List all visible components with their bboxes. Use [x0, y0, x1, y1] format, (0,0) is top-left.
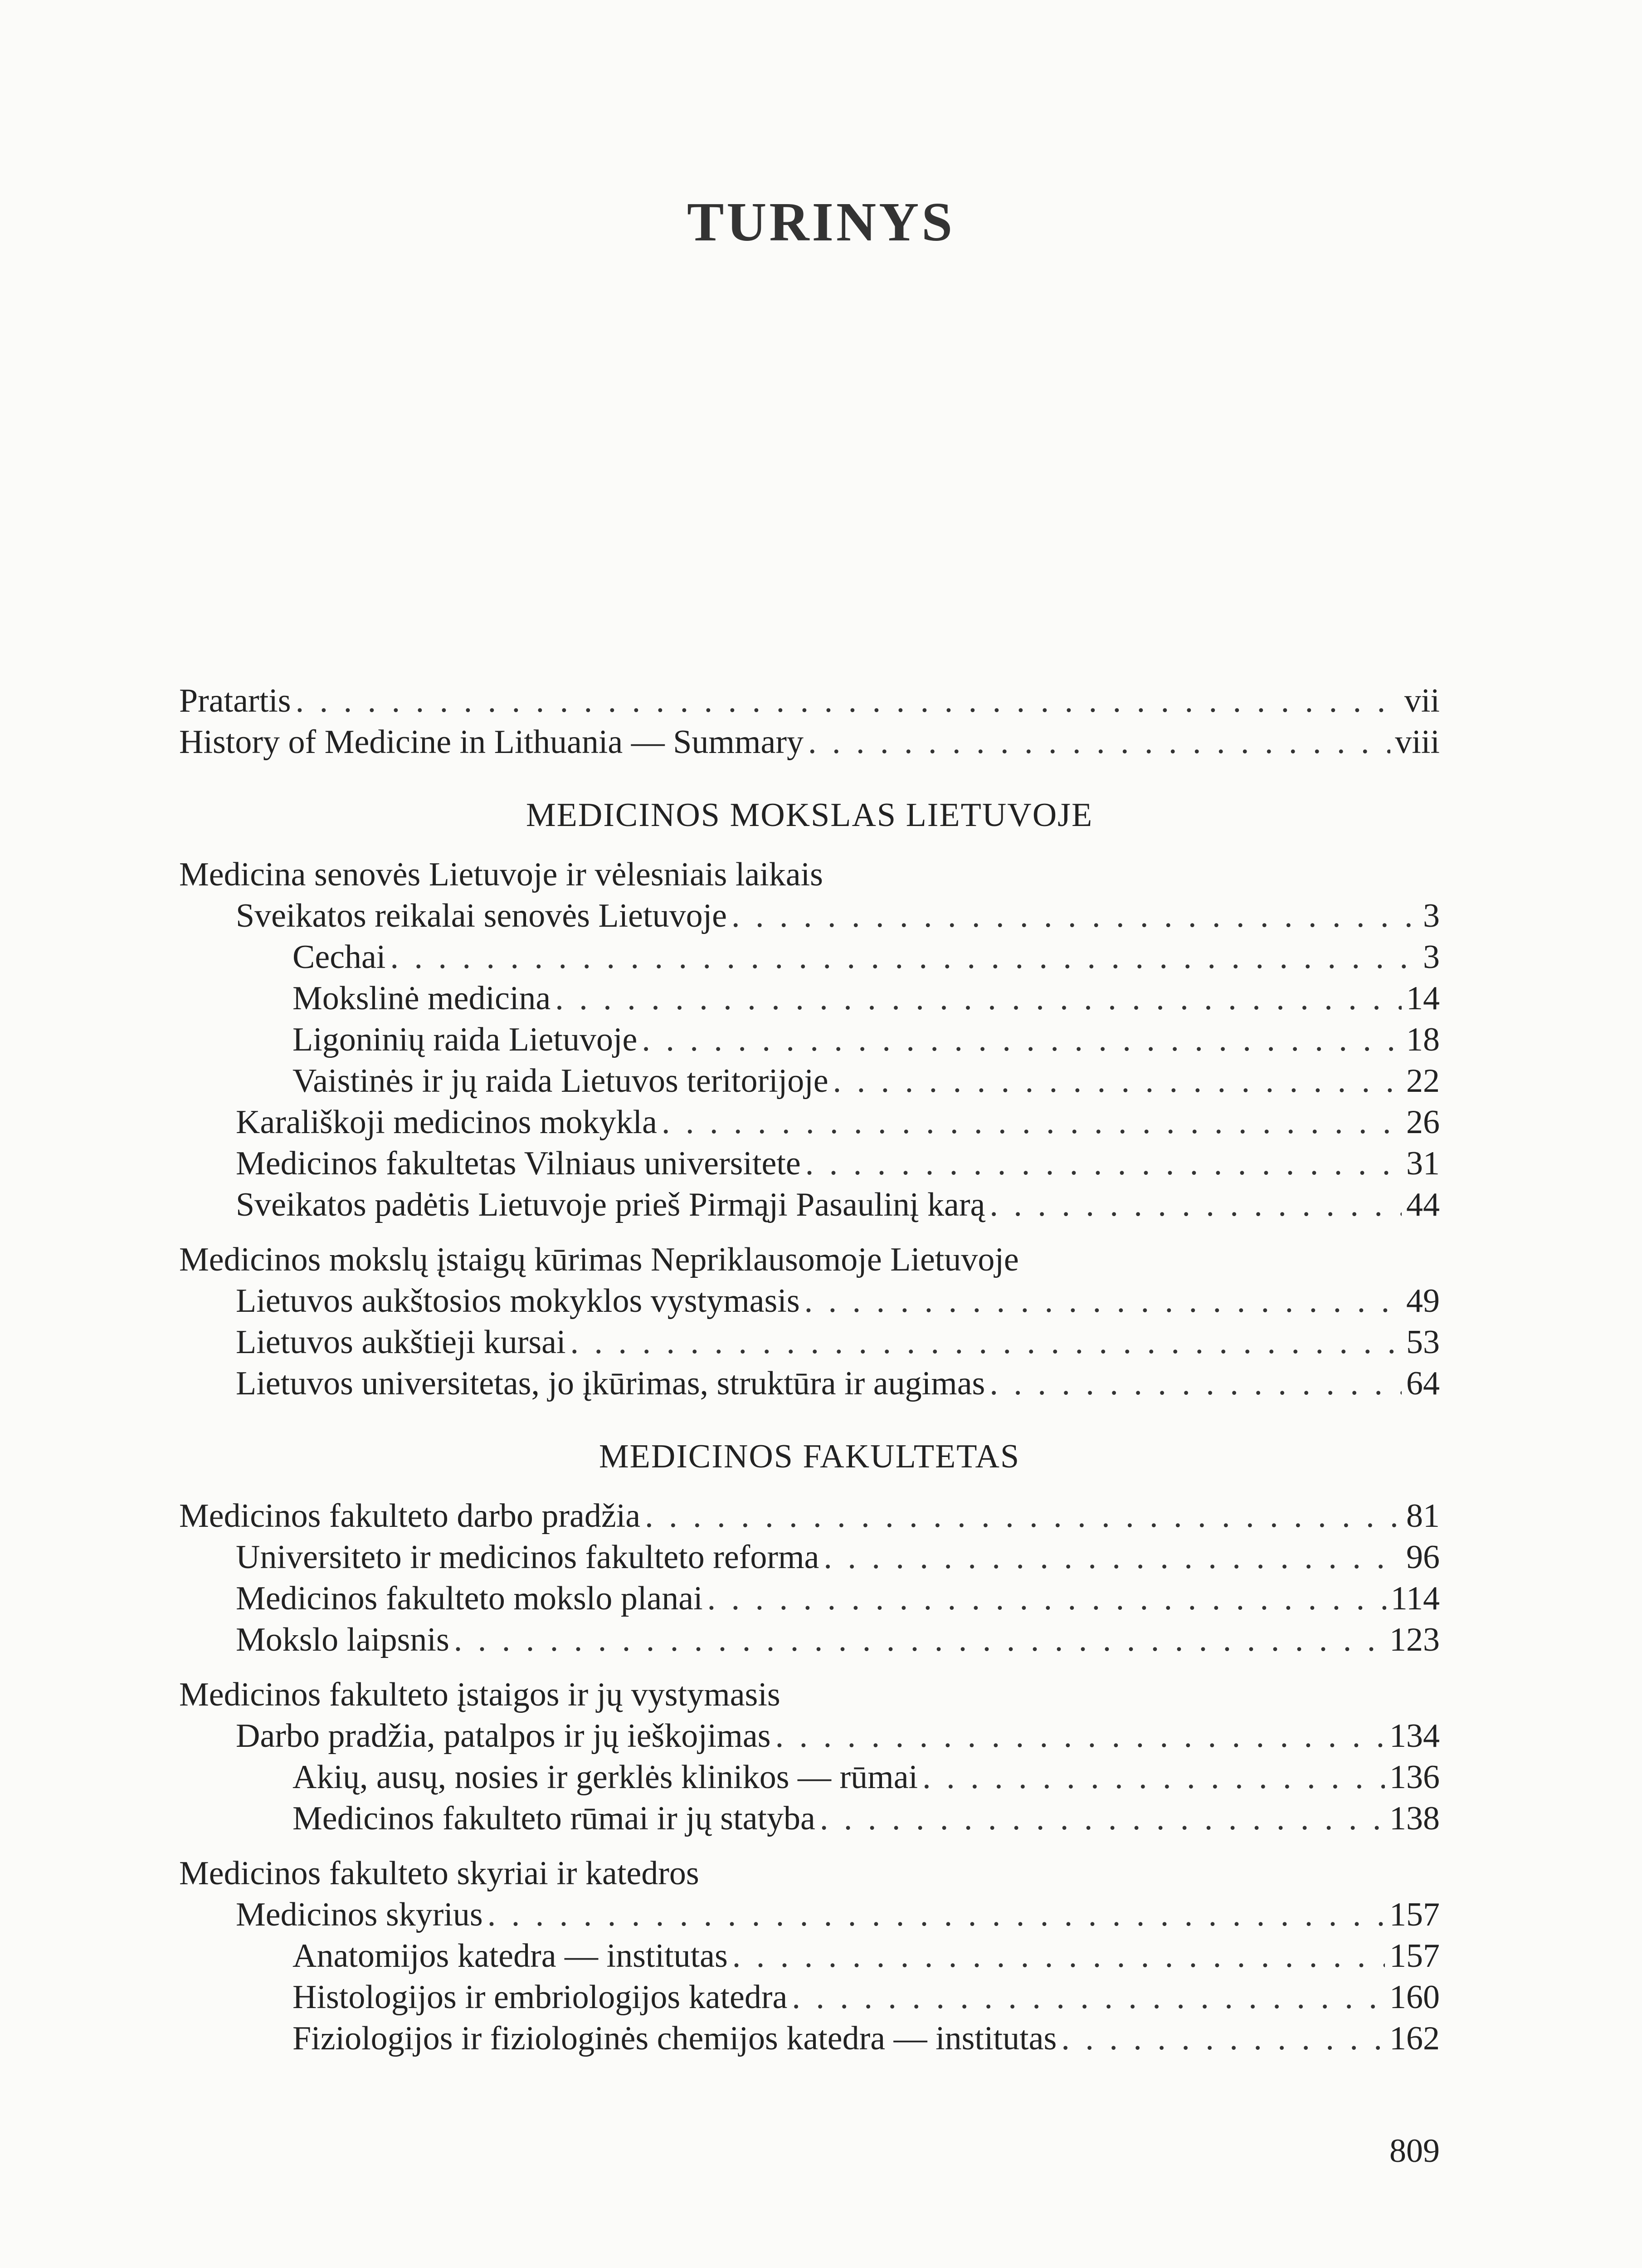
toc-entry-text: Mokslinė medicina	[292, 980, 551, 1017]
spacer	[179, 1226, 1440, 1233]
toc-entry-text: Ligoninių raida Lietuvoje	[292, 1021, 638, 1058]
toc-page-number: 14	[1406, 980, 1440, 1017]
dot-leader	[792, 1977, 1385, 2018]
toc-entry-text: Universiteto ir medicinos fakulteto reforma	[236, 1539, 819, 1576]
dot-leader	[1061, 2018, 1385, 2059]
toc-page-number: 96	[1406, 1539, 1440, 1576]
toc-entry	[179, 895, 1440, 937]
toc-entry-text: Karališkoji medicinos mokykla	[236, 1104, 657, 1141]
toc-page-number: viii	[1395, 723, 1440, 761]
toc-entry	[179, 1496, 1440, 1537]
toc-entry	[179, 1578, 1440, 1619]
group-heading: Medicinos fakulteto įstaigos ir jų vystymasis	[179, 1676, 780, 1713]
dot-leader	[805, 1143, 1402, 1184]
dot-leader	[922, 1757, 1385, 1798]
group-heading: Medicina senovės Lietuvoje ir vėlesniais laikais	[179, 856, 823, 893]
dot-leader	[731, 895, 1418, 937]
toc-entry-text: Vaistinės ir jų raida Lietuvos teritorijoje	[292, 1062, 828, 1100]
toc-entry	[179, 978, 1440, 1019]
toc-page-number: 22	[1406, 1062, 1440, 1100]
toc-entry-summary	[179, 722, 1440, 763]
toc-page-number: 157	[1389, 1937, 1440, 1975]
toc-entry-text: Medicinos fakulteto rūmai ir jų statyba	[292, 1800, 815, 1837]
toc-entry-text: Sveikatos reikalai senovės Lietuvoje	[236, 897, 727, 934]
toc-entry	[179, 1281, 1440, 1322]
dot-leader	[570, 1322, 1402, 1363]
toc-page-number: 136	[1389, 1759, 1440, 1796]
spacer	[179, 1839, 1440, 1847]
group-heading: Medicinos mokslų įstaigų kūrimas Nepriklausomoje Lietuvoje	[179, 1241, 1019, 1278]
toc-entry-text: Anatomijos katedra — institutas	[292, 1937, 728, 1975]
toc-entry	[179, 937, 1440, 978]
toc-entry-text: Medicinos fakulteto mokslo planai	[236, 1580, 703, 1617]
toc-page-number: 138	[1389, 1800, 1440, 1837]
dot-leader	[775, 1716, 1385, 1757]
dot-leader	[296, 680, 1400, 722]
dot-leader	[645, 1496, 1402, 1537]
dot-leader	[820, 1798, 1385, 1839]
toc-page-number: 160	[1389, 1979, 1440, 2016]
dot-leader	[989, 1184, 1402, 1226]
toc-entry-text: Medicinos skyrius	[236, 1896, 483, 1933]
toc-entry	[179, 1184, 1440, 1226]
section-heading: MEDICINOS MOKSLAS LIETUVOJE	[526, 797, 1093, 834]
toc-page-number: 44	[1406, 1186, 1440, 1223]
toc-page-number: vii	[1404, 682, 1440, 719]
toc-entry-text: Pratartis	[179, 682, 291, 719]
toc-entry	[179, 2018, 1440, 2059]
dot-leader	[804, 1281, 1402, 1322]
toc-entry-text: Sveikatos padėtis Lietuvoje prieš Pirmąji Pasaulinį karą	[236, 1186, 985, 1223]
toc-entry-text: Darbo pradžia, patalpos ir jų ieškojimas	[236, 1717, 771, 1755]
toc-page-number: 64	[1406, 1365, 1440, 1402]
toc-page-number: 49	[1406, 1282, 1440, 1320]
spacer	[179, 1661, 1440, 1668]
toc-entry	[179, 1619, 1440, 1661]
dot-leader	[390, 937, 1418, 978]
toc-entry	[179, 1936, 1440, 1977]
toc-entry-text: Medicinos fakulteto darbo pradžia	[179, 1497, 641, 1535]
toc-page-number: 134	[1389, 1717, 1440, 1755]
toc-entry	[179, 1322, 1440, 1363]
toc-entry	[179, 1977, 1440, 2018]
toc-entry	[179, 1363, 1440, 1404]
group-heading: Medicinos fakulteto skyriai ir katedros	[179, 1855, 699, 1892]
toc-entry-text: Lietuvos universitetas, jo įkūrimas, struktūra ir augimas	[236, 1365, 985, 1402]
toc-page-number: 31	[1406, 1145, 1440, 1182]
toc-entry	[179, 1757, 1440, 1798]
toc-entry	[179, 1061, 1440, 1102]
toc-entry-text: Lietuvos aukštosios mokyklos vystymasis	[236, 1282, 800, 1320]
dot-leader	[808, 722, 1390, 763]
toc-page-number: 26	[1406, 1104, 1440, 1141]
dot-leader	[989, 1363, 1402, 1404]
toc-entry-text: Akių, ausų, nosies ir gerklės klinikos — rūmai	[292, 1759, 918, 1796]
dot-leader	[833, 1061, 1402, 1102]
toc-entry	[179, 1102, 1440, 1143]
dot-leader	[823, 1537, 1402, 1578]
toc-entry	[179, 1537, 1440, 1578]
dot-leader	[662, 1102, 1402, 1143]
toc-entry	[179, 1143, 1440, 1184]
toc-entry-text: Lietuvos aukštieji kursai	[236, 1324, 566, 1361]
toc-page-number: 123	[1389, 1621, 1440, 1658]
toc-page-number: 162	[1389, 2020, 1440, 2057]
page-title: TURINYS	[687, 191, 955, 253]
toc-entry-text: Mokslo laipsnis	[236, 1621, 449, 1658]
toc-page-number: 3	[1423, 938, 1440, 976]
dot-leader	[555, 978, 1402, 1019]
page-number: 809	[1389, 2132, 1440, 2170]
dot-leader	[454, 1619, 1385, 1661]
dot-leader	[487, 1894, 1385, 1936]
toc-entry-text: Cechai	[292, 938, 386, 976]
toc-entry-text: History of Medicine in Lithuania — Summary	[179, 723, 804, 761]
toc-entry-pratartis	[179, 680, 1440, 722]
toc-page-number: 3	[1423, 897, 1440, 934]
toc-page-number: 18	[1406, 1021, 1440, 1058]
table-of-contents	[179, 680, 1440, 2059]
toc-entry-text: Histologijos ir embriologijos katedra	[292, 1979, 788, 2016]
toc-page-number: 114	[1390, 1580, 1440, 1617]
toc-page-number: 157	[1389, 1896, 1440, 1933]
dot-leader	[642, 1019, 1402, 1061]
toc-entry	[179, 1716, 1440, 1757]
toc-page-number: 81	[1406, 1497, 1440, 1535]
dot-leader	[732, 1936, 1385, 1977]
toc-entry	[179, 1798, 1440, 1839]
toc-entry-text: Medicinos fakultetas Vilniaus universitete	[236, 1145, 801, 1182]
toc-page-number: 53	[1406, 1324, 1440, 1361]
toc-entry-text: Fiziologijos ir fiziologinės chemijos katedra — institutas	[292, 2020, 1057, 2057]
dot-leader	[707, 1578, 1386, 1619]
section-heading: MEDICINOS FAKULTETAS	[599, 1438, 1020, 1475]
toc-entry	[179, 1894, 1440, 1936]
toc-entry	[179, 1019, 1440, 1061]
